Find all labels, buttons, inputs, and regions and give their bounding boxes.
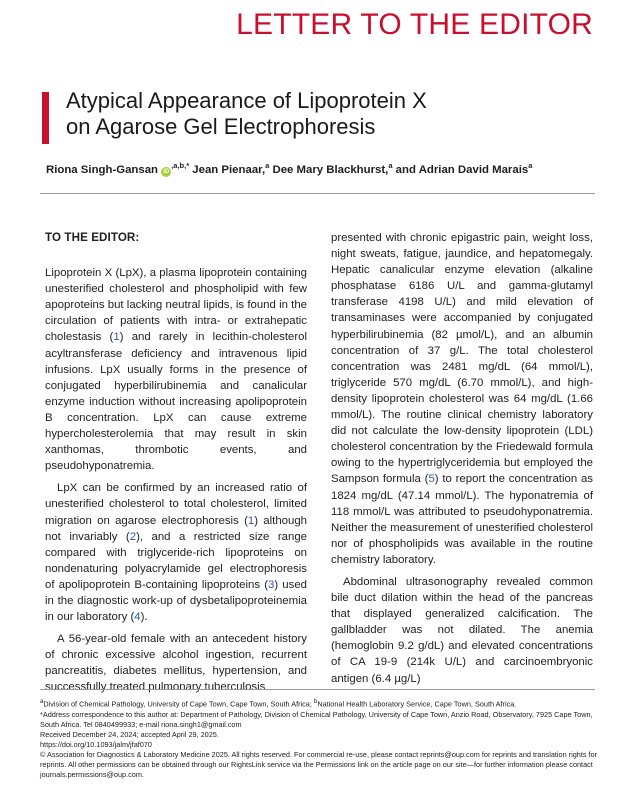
- author-list: [46, 161, 606, 177]
- correspondence: *Address correspondence to this author at: Department of Pathology, Division of Chemical Pathology, University of Cape Town, Anzio Road, Observatory, 7925 Cape Town, South Africa. Tel 0840499933; e-mail riona.singh1@gmail.com: [40, 709, 593, 729]
- dates: Received December 24, 2024; accepted April 29, 2025.: [40, 729, 219, 739]
- left-column: [45, 230, 307, 702]
- paragraph: Abdominal ultrasonography revealed common bile duct dilation within the head of the pancreas that displayed generalized calcification. The gallbladder was not dilated. The anemia (hemoglobin 9.2 g/dL) and elevated concentrations of CA 19-9 (214k U/L) and carcinoembryonic antigen (6.4 µg/L): [331, 575, 593, 685]
- author-1[interactable]: Riona Singh-Gansan: [46, 164, 159, 176]
- title-accent-bar: [42, 92, 49, 144]
- author-4-affil: a: [528, 161, 533, 171]
- paragraph: presented with chronic epigastric pain, weight loss, night sweats, fatigue, jaundice, and hepatomegaly. Hepatic canalicular enzyme elevation (alkaline phosphatase 6186 U/L and gamma-glutamyl transferase 4198 U/L) and mild elevation of transaminases were accompanied by conjugated hyperbilirubinemia (82 µmol/L), and an albumin concentration of 37 g/L. The total cholesterol concentration was 2481 mg/dL (64 mmol/L), triglyceride 570 mg/dL (6.70 mmol/L), and high-density lipoprotein cholesterol was 64 mg/dL (1.66 mmol/L). The routine clinical chemistry laboratory did not calculate the low-density lipoprotein (LDL) cholesterol concentration by the Friedewald formula owing to the hypertriglyceridemia but employed the Sampson formula (5) to report the concentration as 1824 mg/dL (47.14 mmol/L). The hyponatremia of 118 mmol/L was attributed to pseudohyponatremia. Neither the measurement of unesterified cholesterol nor of phospholipids was available in the routine chemistry laboratory.: [331, 232, 593, 566]
- author-and: and: [395, 164, 416, 176]
- reference-link[interactable]: 2: [129, 530, 137, 543]
- author-1-affil: ,a,b,*: [171, 161, 190, 171]
- author-2[interactable]: Jean Pienaar,: [192, 164, 266, 176]
- affiliations: $^a$Division of Chemical Pathology, University of Cape Town, Cape Town, South Africa; $^b$National Health Laboratory Service, Cape Town, South Africa.: [40, 698, 517, 709]
- copyright: © Association for Diagnostics & Laboratory Medicine 2025. All rights reserved. For commercial re-use, please contact reprints@oup.com for reprints and translation rights for reprints. All other permissions can be obtained through our RightsLink service via the Permissions link on the article page on our site—for further information please contact journals.permissions@oup.com.: [40, 749, 598, 780]
- orcid-icon[interactable]: iD: [163, 169, 170, 175]
- paragraph: Lipoprotein X (LpX), a plasma lipoprotein containing unesterified cholesterol and phospholipid with few apoproteins but lacking neutral lipids, is found in the circulation of patients with intra- or extrahepatic cholestasis (1) and rarely in lecithin-cholesterol acyltransferase deficiency and intravenous lipid infusions. LpX usually forms in the presence of conjugated hyperbilirubinemia and canalicular enzyme induction without increasing apolipoprotein B concentration. LpX can cause extreme hypercholesterolemia that may result in skin xanthomas, thrombotic events, and pseudohyponatremia.: [45, 267, 308, 473]
- right-column: [331, 230, 593, 693]
- author-4[interactable]: Adrian David Marais: [418, 164, 529, 176]
- doi-link[interactable]: https://doi.org/10.1093/jalm/jfaf070: [40, 739, 152, 749]
- divider-top: [40, 193, 595, 194]
- title-line-2: on Agarose Gel Electrophoresis: [66, 114, 376, 139]
- reference-link[interactable]: 1: [113, 331, 120, 344]
- author-3[interactable]: Dee Mary Blackhurst,: [272, 164, 389, 176]
- reference-link[interactable]: 3: [268, 578, 275, 591]
- article-type-label: LETTER TO THE EDITOR: [236, 8, 593, 41]
- reference-link[interactable]: 1: [247, 514, 255, 527]
- divider-bottom: [40, 689, 595, 690]
- title-block: [42, 88, 602, 140]
- author-2-affil: a: [265, 161, 270, 171]
- article-title: [66, 88, 602, 140]
- title-line-1: Atypical Appearance of Lipoprotein X: [66, 88, 427, 113]
- paragraph: LpX can be confirmed by an increased ratio of unesterified cholesterol to total cholesterol, limited migration on agarose electrophoresis (1) although not invariably (2), and a restricted size range compared with triglyceride-rich lipoproteins on nondenaturing polyacrylamide gel electrophoresis of apolipoprotein B-containing lipoproteins (3) used in the diagnostic work-up of dysbetalipoproteinemia in our laboratory (4).: [45, 482, 308, 624]
- reference-link[interactable]: 4: [134, 611, 141, 624]
- footnotes: [40, 697, 600, 780]
- section-heading: TO THE EDITOR:: [45, 231, 140, 244]
- reference-link[interactable]: 5: [428, 473, 435, 486]
- paragraph: A 56-year-old female with an antecedent history of chronic excessive alcohol ingestion, recurrent pancreatitis, diabetes mellitus, hypertension, and successfully treated pulmonary tuberculosis: [45, 633, 307, 694]
- author-3-affil: a: [388, 161, 393, 171]
